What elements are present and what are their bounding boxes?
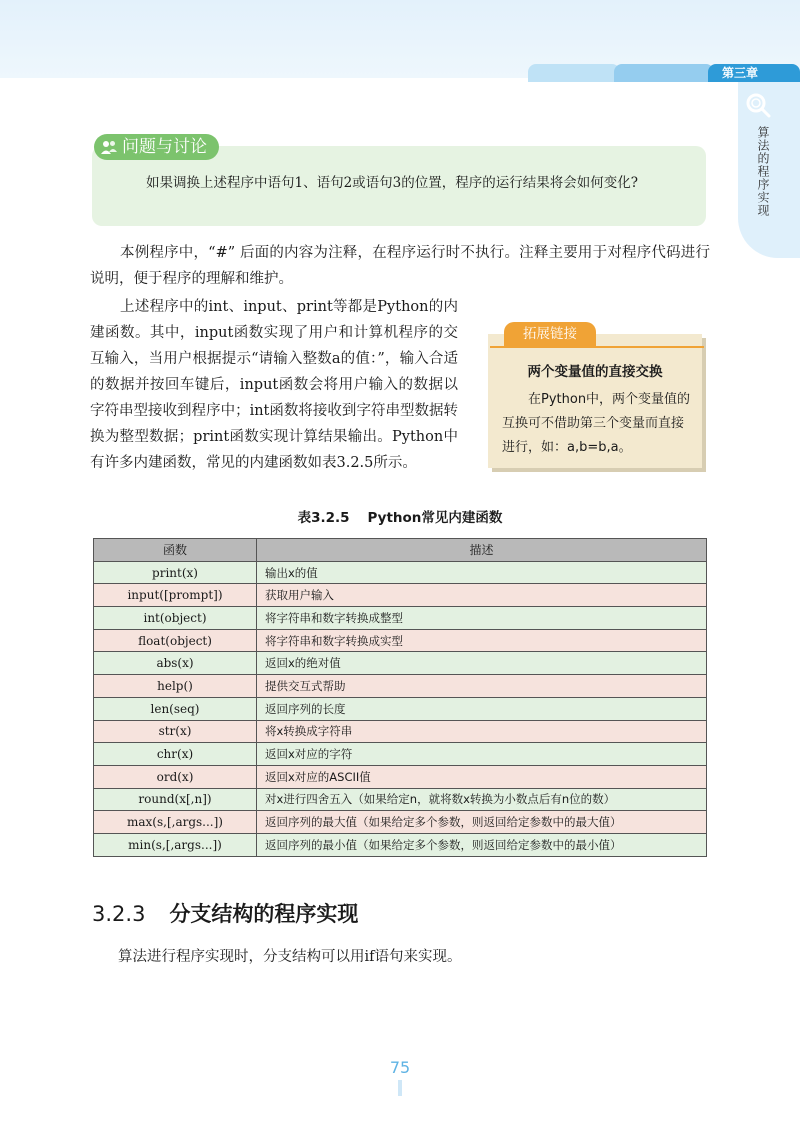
table-caption	[0, 506, 800, 526]
function-cell: round(x[,n])	[94, 788, 257, 811]
header-tab-decor	[614, 64, 714, 82]
section-number: 3.2.3	[92, 902, 146, 926]
description-cell: 将字符串和数字转换成整型	[257, 607, 707, 630]
table-row	[94, 833, 707, 856]
table-header-row	[94, 539, 707, 562]
description-cell: 将字符串和数字转换成实型	[257, 629, 707, 652]
table-row	[94, 607, 707, 630]
people-icon	[100, 139, 118, 155]
description-cell: 输出x的值	[257, 561, 707, 584]
description-cell: 提供交互式帮助	[257, 675, 707, 698]
function-cell: min(s,[,args...])	[94, 833, 257, 856]
chapter-tabs	[528, 64, 800, 82]
table-caption-title: Python常见内建函数	[367, 510, 503, 526]
function-cell: abs(x)	[94, 652, 257, 675]
extension-title: 两个变量值的直接交换	[527, 364, 663, 380]
column-header-function: 函数	[94, 539, 257, 562]
function-cell: float(object)	[94, 629, 257, 652]
paragraph-builtins: 上述程序中的int、input、print等都是Python的内建函数。其中，input函数实现了用户和计算机程序的交互输入，当用户根据提示“请输入整数a的值：”，输入合适的数据并按回车键后，input函数会将用户输入的数据以字符串型接收到程序中；int函数将接收到字符串型数据转换为整型数据；print函数实现计算结果输出。Python中有许多内建函数，常见的内建函数如表3.2.5所示。	[90, 299, 458, 471]
table-row	[94, 629, 707, 652]
description-cell: 返回x对应的ASCII值	[257, 765, 707, 788]
extension-text: 在Python中，两个变量值的互换可不借助第三个变量而直接进行，如：a,b=b,a。	[502, 392, 691, 455]
table-row	[94, 720, 707, 743]
paragraph-branch: 算法进行程序实现时，分支结构可以用if语句来实现。	[118, 949, 462, 965]
discussion-badge	[94, 134, 219, 160]
description-cell: 对x进行四舍五入（如果给定n，就将数x转换为小数点后有n位的数）	[257, 788, 707, 811]
header-tab-decor	[528, 64, 620, 82]
function-cell: int(object)	[94, 607, 257, 630]
column-header-description: 描述	[257, 539, 707, 562]
function-cell: input([prompt])	[94, 584, 257, 607]
function-cell: max(s,[,args...])	[94, 811, 257, 834]
table-row	[94, 765, 707, 788]
section-heading	[92, 898, 358, 928]
paragraph-comments: 本例程序中，“#” 后面的内容为注释，在程序运行时不执行。注释主要用于对程序代码进行说明，便于程序的理解和维护。	[90, 245, 710, 287]
function-cell: chr(x)	[94, 743, 257, 766]
table-row	[94, 561, 707, 584]
table-row	[94, 743, 707, 766]
function-cell: len(seq)	[94, 697, 257, 720]
description-cell: 返回序列的长度	[257, 697, 707, 720]
function-cell: str(x)	[94, 720, 257, 743]
table-row	[94, 811, 707, 834]
description-cell: 返回x对应的字符	[257, 743, 707, 766]
description-cell: 将x转换成字符串	[257, 720, 707, 743]
page-number-rule	[398, 1080, 402, 1096]
table-row	[94, 652, 707, 675]
table-row	[94, 675, 707, 698]
table-row	[94, 788, 707, 811]
extension-rule	[490, 346, 704, 348]
page-number: 75	[389, 1058, 411, 1077]
description-cell: 返回序列的最小值（如果给定多个参数，则返回给定参数中的最小值）	[257, 833, 707, 856]
side-title: 算法的程序实现	[756, 126, 770, 217]
table-row	[94, 584, 707, 607]
discussion-text: 如果调换上述程序中语句1、语句2或语句3的位置，程序的运行结果将会如何变化?	[146, 175, 639, 191]
description-cell: 返回序列的最大值（如果给定多个参数，则返回给定参数中的最大值）	[257, 811, 707, 834]
magnifier-icon	[745, 92, 771, 118]
discussion-badge-label: 问题与讨论	[122, 137, 207, 157]
function-cell: ord(x)	[94, 765, 257, 788]
chapter-tab: 第三章	[708, 64, 800, 82]
description-cell: 返回x的绝对值	[257, 652, 707, 675]
extension-tab: 拓展链接	[504, 322, 596, 346]
extension-box	[488, 322, 708, 472]
table-row	[94, 697, 707, 720]
table-caption-number: 表3.2.5	[297, 510, 350, 526]
function-cell: print(x)	[94, 561, 257, 584]
section-title: 分支结构的程序实现	[169, 902, 359, 926]
function-cell: help()	[94, 675, 257, 698]
description-cell: 获取用户输入	[257, 584, 707, 607]
builtin-functions-table	[93, 538, 707, 857]
